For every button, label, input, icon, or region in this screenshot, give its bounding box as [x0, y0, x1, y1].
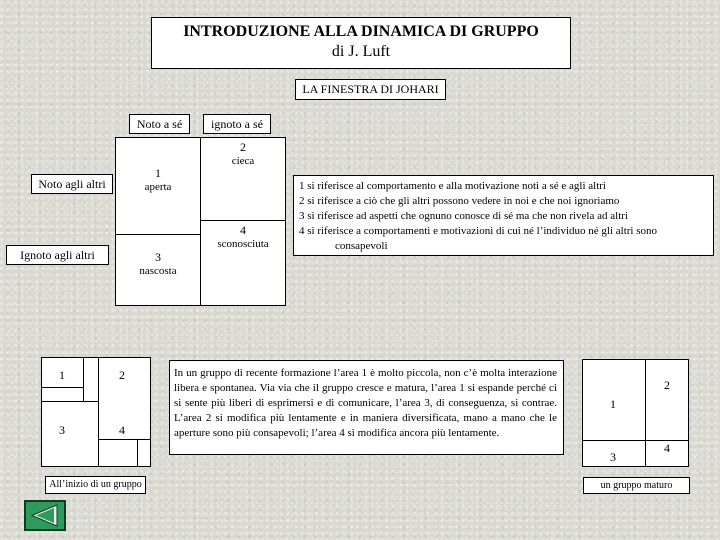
early-area-2-num: 2	[119, 368, 125, 382]
group-evolution-paragraph: In un gruppo di recente formazione l’area 1 è molto piccola, non c’è molta interazione libera e spontanea. Via via che il gruppo cresce e matura, l’area 1 si espande perché ci si sente più liberi di esprimersi e di comunicare, l’area 3, di conseguenza, si contrae. L’area 2 si modifica più lentamente e in maniera diversificata, mano a mano che le aperture sono più consapevoli; l’area 4 si modifica ancora più lentamente.	[174, 367, 557, 439]
grid-divider-horizontal-left	[116, 234, 200, 235]
col-header-self-known: Noto a sé	[129, 114, 190, 134]
back-arrow-icon	[26, 502, 64, 529]
early-area-1-num: 1	[59, 368, 65, 382]
area-2-blind: 2 cieca	[231, 140, 255, 167]
page-title: INTRODUZIONE ALLA DINAMICA DI GRUPPO	[183, 23, 539, 40]
mature-area-2-num: 2	[664, 378, 670, 392]
early-group-window	[41, 357, 151, 467]
col-header-self-unknown: ignoto a sé	[203, 114, 271, 134]
mature-area-1-num: 1	[610, 397, 616, 411]
legend-line-1: 1 si riferisce al comportamento e alla motivazione noti a sé e agli altri	[299, 180, 606, 192]
row-header-others-known: Noto agli altri	[31, 174, 113, 194]
legend-box	[293, 175, 714, 256]
area-3-hidden: 3 nascosta	[139, 250, 177, 277]
early-area4-inner-vline	[137, 439, 138, 466]
johari-window	[115, 137, 286, 306]
legend-line-2: 2 si riferisce a ciò che gli altri possono vedere in noi e che noi ignoriamo	[299, 195, 620, 207]
legend-line-4-cont: consapevoli	[335, 240, 388, 252]
early-area4-inner-h	[98, 439, 150, 440]
early-divider-vertical	[98, 358, 99, 466]
mature-group-window	[582, 359, 689, 467]
mature-group-caption-box	[583, 477, 690, 494]
early-divider-horizontal	[42, 401, 98, 402]
mature-area-4-num: 4	[664, 441, 670, 455]
grid-divider-horizontal-right	[200, 220, 285, 221]
early-area1-inner-h	[42, 387, 83, 388]
subtitle: LA FINESTRA DI JOHARI	[302, 82, 439, 96]
row-header-others-unknown: Ignoto agli altri	[6, 245, 109, 265]
early-group-caption: All’inizio di un gruppo	[49, 479, 142, 490]
page-author: di J. Luft	[331, 43, 391, 60]
early-area-4-num: 4	[119, 423, 125, 437]
title-box	[151, 17, 571, 69]
mature-group-caption: un gruppo maturo	[600, 480, 673, 491]
subtitle-box	[295, 79, 446, 100]
area-1-open: 1 aperta	[144, 166, 172, 193]
paragraph-box	[169, 360, 564, 455]
mature-divider-vertical	[645, 360, 646, 466]
mature-area-3-num: 3	[610, 450, 616, 464]
early-area1-inner-v	[83, 358, 84, 401]
legend-line-4: 4 si riferisce a comportamenti e motivazioni di cui né l’individuo né gli altri sono	[299, 225, 658, 237]
area-4-unknown: 4 sconosciuta	[217, 223, 269, 250]
legend-line-3: 3 si riferisce ad aspetti che ognuno conosce di sé ma che non rivela ad altri	[299, 210, 628, 222]
back-nav-button[interactable]	[24, 500, 66, 531]
early-area-3-num: 3	[59, 423, 65, 437]
early-group-caption-box	[45, 476, 146, 494]
